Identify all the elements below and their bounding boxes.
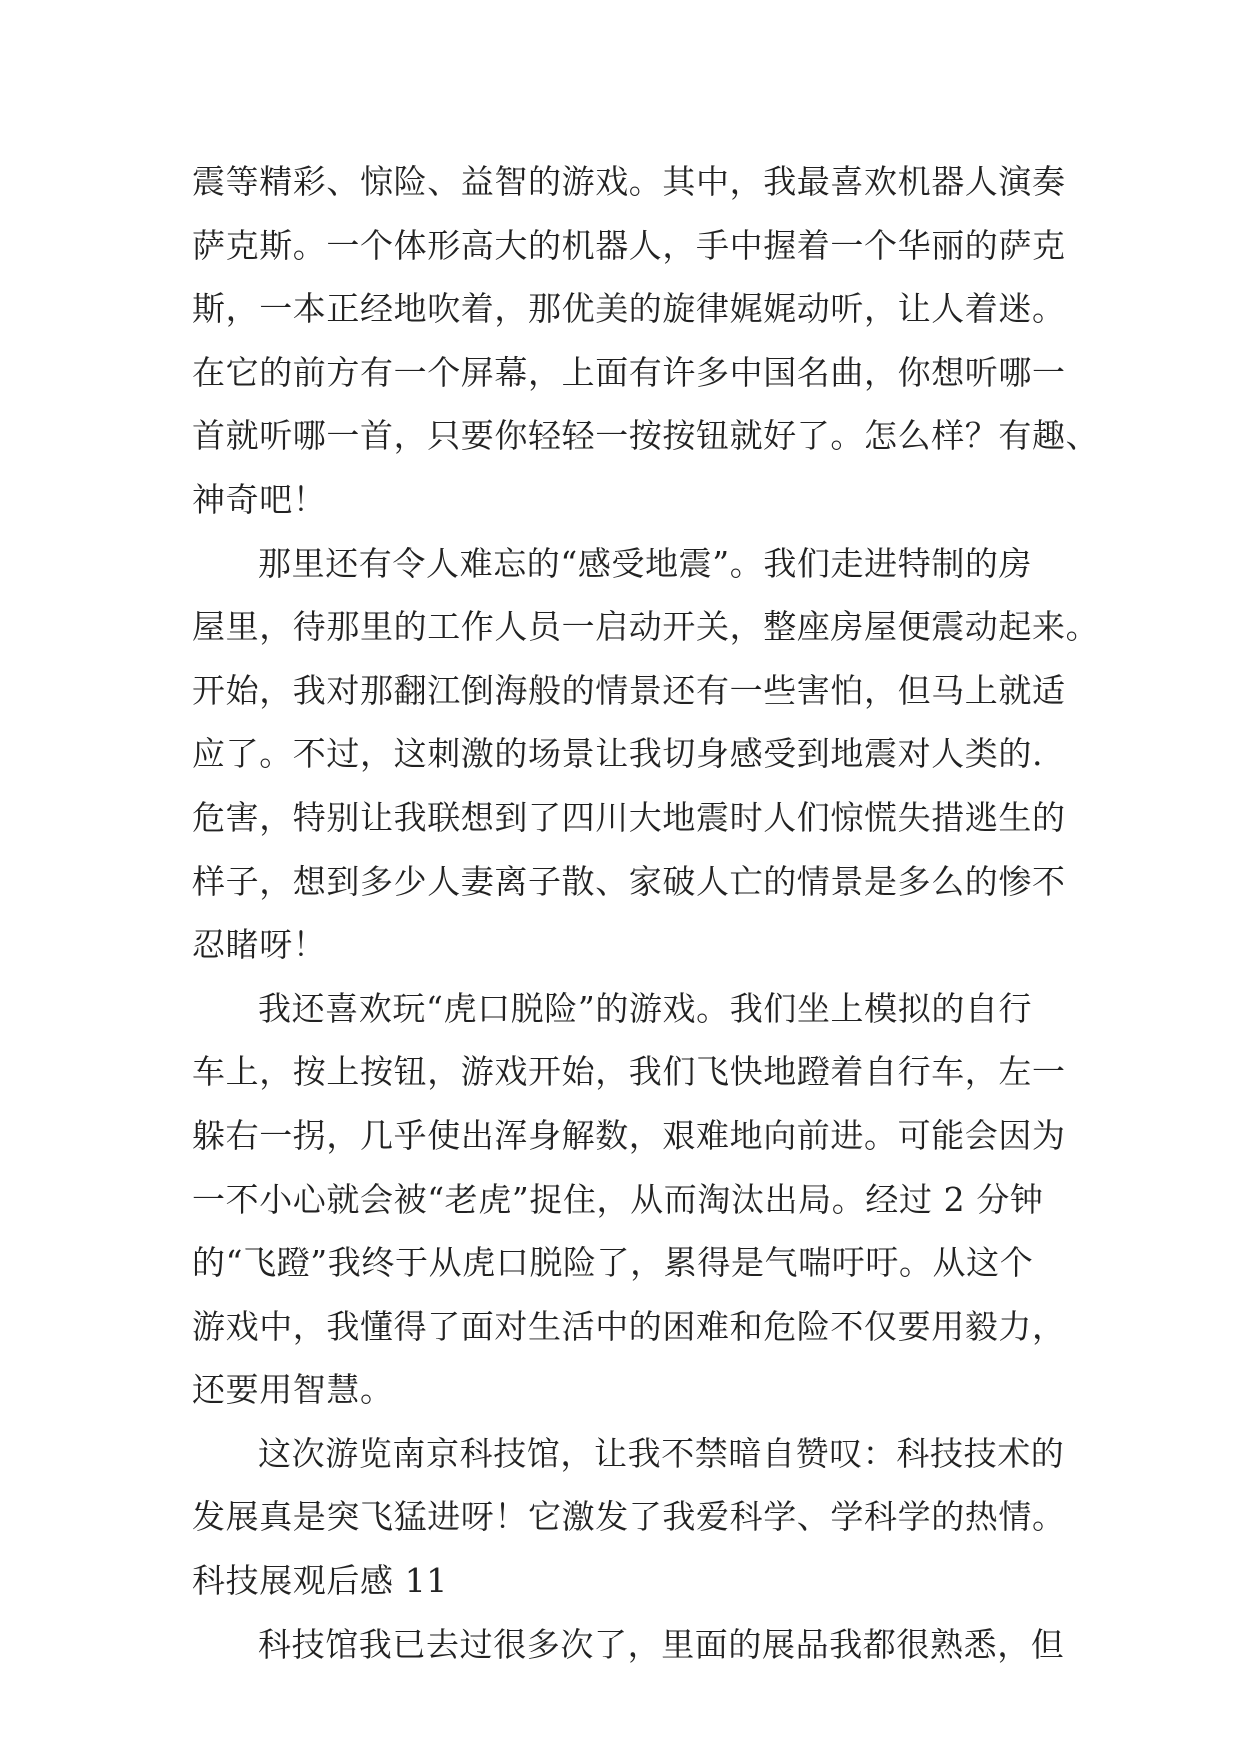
text-line: 神奇吧！ — [192, 479, 327, 519]
text-line: 萨克斯。一个体形高大的机器人，手中握着一个华丽的萨克 — [192, 225, 1066, 265]
paragraph-first-line: 科技馆我已去过很多次了，里面的展品我都很熟悉，但 — [258, 1624, 1065, 1664]
text-line: 应了。不过，这刺激的场景让我切身感受到地震对人类的. — [192, 734, 1044, 774]
text-line: 躲右一拐，几乎使出浑身解数，艰难地向前进。可能会因为 — [192, 1115, 1066, 1155]
text-line: 科技展观后感 11 — [192, 1561, 448, 1601]
text-line: 还要用智慧。 — [192, 1370, 394, 1410]
text-line: 游戏中，我懂得了面对生活中的困难和危险不仅要用毅力， — [192, 1306, 1066, 1346]
paragraph-first-line: 那里还有令人难忘的“感受地震”。我们走进特制的房 — [258, 543, 1033, 583]
text-line: 首就听哪一首，只要你轻轻一按按钮就好了。怎么样？有趣、 — [192, 416, 1100, 456]
text-line: 开始，我对那翻江倒海般的情景还有一些害怕，但马上就适 — [192, 670, 1066, 710]
text-line: 震等精彩、惊险、益智的游戏。其中，我最喜欢机器人演奏 — [192, 162, 1066, 201]
text-line: 一不小心就会被“老虎”捉住，从而淘汰出局。经过 2 分钟 — [192, 1179, 1044, 1219]
text-line: 发展真是突飞猛进呀！它激发了我爱科学、学科学的热情。 — [192, 1497, 1066, 1537]
paragraph-first-line: 这次游览南京科技馆，让我不禁暗自赞叹：科技技术的 — [258, 1433, 1065, 1473]
text-line: 危害，特别让我联想到了四川大地震时人们惊慌失措逃生的 — [192, 797, 1066, 837]
text-line: 的“飞蹬”我终于从虎口脱险了，累得是气喘吁吁。从这个 — [192, 1243, 1034, 1283]
text-line: 样子，想到多少人妻离子散、家破人亡的情景是多么的惨不 — [192, 861, 1066, 901]
document-body-text — [192, 150, 1100, 1676]
text-line: 斯，一本正经地吹着，那优美的旋律娓娓动听，让人着迷。 — [192, 289, 1066, 329]
text-line: 车上，按上按钮，游戏开始，我们飞快地蹬着自行车，左一 — [192, 1052, 1066, 1092]
text-line: 忍睹呀！ — [192, 925, 327, 965]
text-line: 屋里，待那里的工作人员一启动开关，整座房屋便震动起来。 — [192, 607, 1100, 647]
text-line: 在它的前方有一个屏幕，上面有许多中国名曲，你想听哪一 — [192, 352, 1066, 392]
paragraph-first-line: 我还喜欢玩“虎口脱险”的游戏。我们坐上模拟的自行 — [258, 988, 1033, 1028]
